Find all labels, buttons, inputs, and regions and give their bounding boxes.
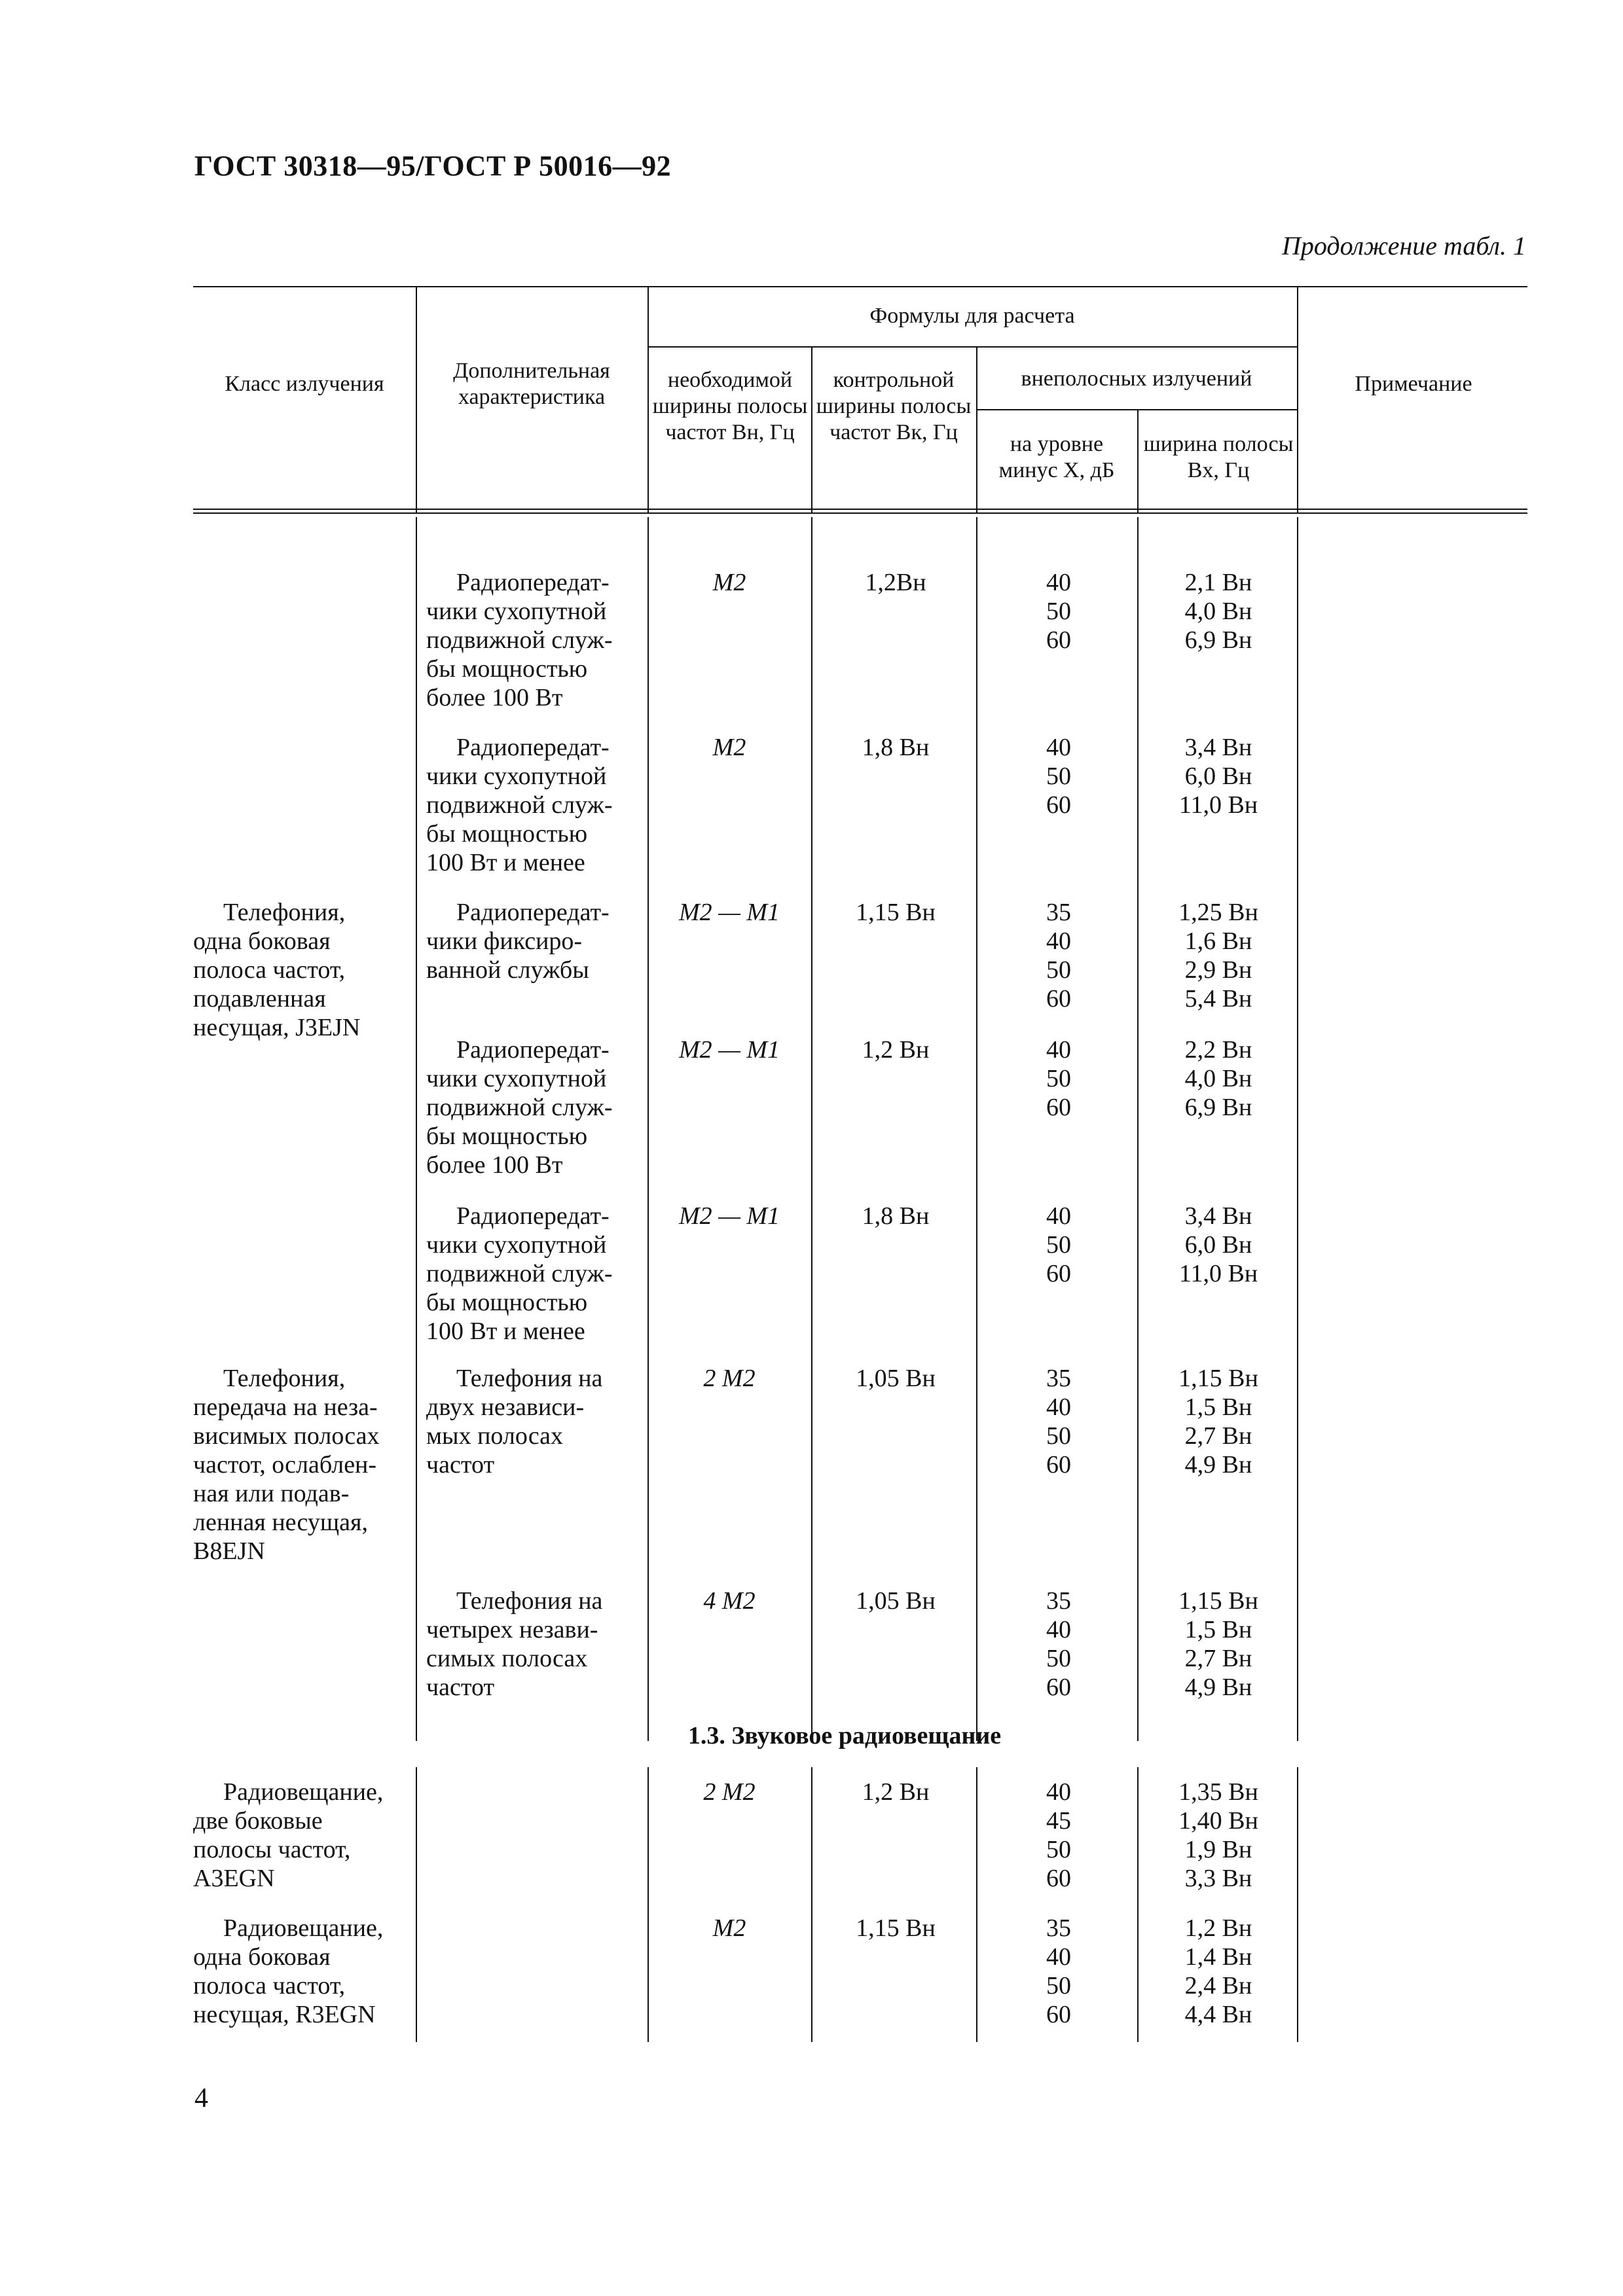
- row-widths: 1,35 Bн 1,40 Bн 1,9 Bн 3,3 Bн: [1178, 1778, 1258, 1892]
- row-necessary: M2 — M1: [678, 1202, 780, 1230]
- column-divider: [1137, 517, 1139, 1741]
- row-control: 1,05 Bн: [856, 1587, 936, 1615]
- row-widths: 1,15 Bн 1,5 Bн 2,7 Bн 4,9 Bн: [1178, 1587, 1258, 1701]
- row-necessary: M2: [712, 734, 746, 761]
- row-necessary: M2 — M1: [678, 899, 780, 926]
- column-divider: [647, 1767, 649, 2042]
- header-formulas: Формулы для расчета: [869, 304, 1075, 328]
- row-extra: Телефония на двух независи- мых полосах частот: [426, 1365, 603, 1479]
- row-widths: 2,2 Bн 4,0 Bн 6,9 Bн: [1184, 1036, 1252, 1121]
- row-widths: 1,2 Bн 1,4 Bн 2,4 Bн 4,4 Bн: [1184, 1914, 1252, 2028]
- continuation-label: Продолжение табл. 1: [1281, 231, 1526, 260]
- header-divider: [811, 346, 812, 514]
- row-extra: Радиопередат- чики сухопутной подвижной служ- бы мощностью 100 Вт и менее: [426, 1202, 613, 1345]
- column-divider: [976, 1767, 977, 2042]
- row-control: 1,2Bн: [865, 569, 926, 596]
- row-class: Радиовещание, две боковые полосы частот, A3EGN: [193, 1778, 384, 1892]
- row-class: Телефония, передача на неза- висимых полосах частот, ослаблен- ная или подав- ленная несущая, B8EJN: [193, 1365, 380, 1565]
- row-necessary: M2: [712, 569, 746, 596]
- header-note: Примечание: [1355, 372, 1472, 396]
- row-levels: 40 45 50 60: [1046, 1778, 1071, 1892]
- row-control: 1,8 Bн: [862, 1202, 930, 1230]
- row-class: Радиовещание, одна боковая полоса частот, несущая, R3EGN: [193, 1914, 384, 2028]
- table-header: [193, 286, 1527, 516]
- row-levels: 40 50 60: [1046, 1202, 1071, 1287]
- row-levels: 35 40 50 60: [1046, 1587, 1071, 1701]
- column-divider: [647, 517, 649, 1741]
- row-control: 1,8 Bн: [862, 734, 930, 761]
- column-divider: [976, 517, 977, 1741]
- header-bottom-rule-2: [193, 512, 1527, 514]
- header-divider: [1297, 286, 1298, 514]
- row-levels: 35 40 50 60: [1046, 1914, 1071, 2028]
- header-extra: Дополнительная характеристика: [453, 359, 610, 409]
- row-control: 1,2 Bн: [862, 1778, 930, 1806]
- row-class: Телефония, одна боковая полоса частот, подавленная несущая, J3EJN: [193, 899, 361, 1041]
- row-necessary: M2: [712, 1914, 746, 1942]
- document-header: ГОСТ 30318—95/ГОСТ Р 50016—92: [194, 150, 672, 182]
- row-necessary: 4 M2: [703, 1587, 756, 1615]
- header-divider: [1137, 409, 1139, 514]
- header-necessary: необходимой ширины полосы частот Bн, Гц: [652, 368, 808, 444]
- page-number: 4: [194, 2083, 208, 2113]
- row-control: 1,05 Bн: [856, 1365, 936, 1392]
- row-control: 1,2 Bн: [862, 1036, 930, 1064]
- column-divider: [1297, 1767, 1298, 2042]
- row-widths: 2,1 Bн 4,0 Bн 6,9 Bн: [1184, 569, 1252, 654]
- row-widths: 3,4 Bн 6,0 Bн 11,0 Bн: [1178, 1202, 1258, 1287]
- row-levels: 35 40 50 60: [1046, 1365, 1071, 1479]
- header-width: ширина полосы Bx, Гц: [1143, 432, 1294, 482]
- column-divider: [811, 1767, 812, 2042]
- header-class: Класс излучения: [225, 372, 384, 396]
- row-widths: 1,25 Bн 1,6 Bн 2,9 Bн 5,4 Bн: [1178, 899, 1258, 1013]
- header-top-rule: [193, 286, 1527, 287]
- section-title: 1.3. Звуковое радиовещание: [687, 1722, 1002, 1749]
- header-out-of-band: внеполосных излучений: [1021, 367, 1252, 391]
- header-control: контрольной ширины полосы частот Bк, Гц: [816, 368, 972, 444]
- row-necessary: 2 M2: [703, 1778, 756, 1806]
- row-levels: 35 40 50 60: [1046, 899, 1071, 1013]
- row-extra: Радиопередат- чики сухопутной подвижной служ- бы мощностью более 100 Вт: [426, 569, 613, 711]
- row-control: 1,15 Bн: [856, 1914, 936, 1942]
- header-level: на уровне минус X, дБ: [998, 432, 1115, 482]
- row-control: 1,15 Bн: [856, 899, 936, 926]
- row-extra: Радиопередат- чики сухопутной подвижной служ- бы мощностью 100 Вт и менее: [426, 734, 613, 876]
- header-sub-rule: [647, 346, 1298, 348]
- row-extra: Телефония на четырех незави- симых полосах частот: [426, 1587, 603, 1701]
- row-necessary: 2 M2: [703, 1365, 756, 1392]
- column-divider: [1297, 517, 1298, 1741]
- row-levels: 40 50 60: [1046, 569, 1071, 654]
- row-extra: Радиопередат- чики сухопутной подвижной служ- бы мощностью более 100 Вт: [426, 1036, 613, 1179]
- header-bottom-rule: [193, 509, 1527, 510]
- row-levels: 40 50 60: [1046, 1036, 1071, 1121]
- column-divider: [1137, 1767, 1139, 2042]
- row-necessary: M2 — M1: [678, 1036, 780, 1064]
- row-widths: 3,4 Bн 6,0 Bн 11,0 Bн: [1178, 734, 1258, 819]
- row-extra: Радиопередат- чики фиксиро- ванной службы: [426, 899, 610, 984]
- row-levels: 40 50 60: [1046, 734, 1071, 819]
- row-widths: 1,15 Bн 1,5 Bн 2,7 Bн 4,9 Bн: [1178, 1365, 1258, 1479]
- column-divider: [811, 517, 812, 1741]
- header-divider: [416, 286, 417, 514]
